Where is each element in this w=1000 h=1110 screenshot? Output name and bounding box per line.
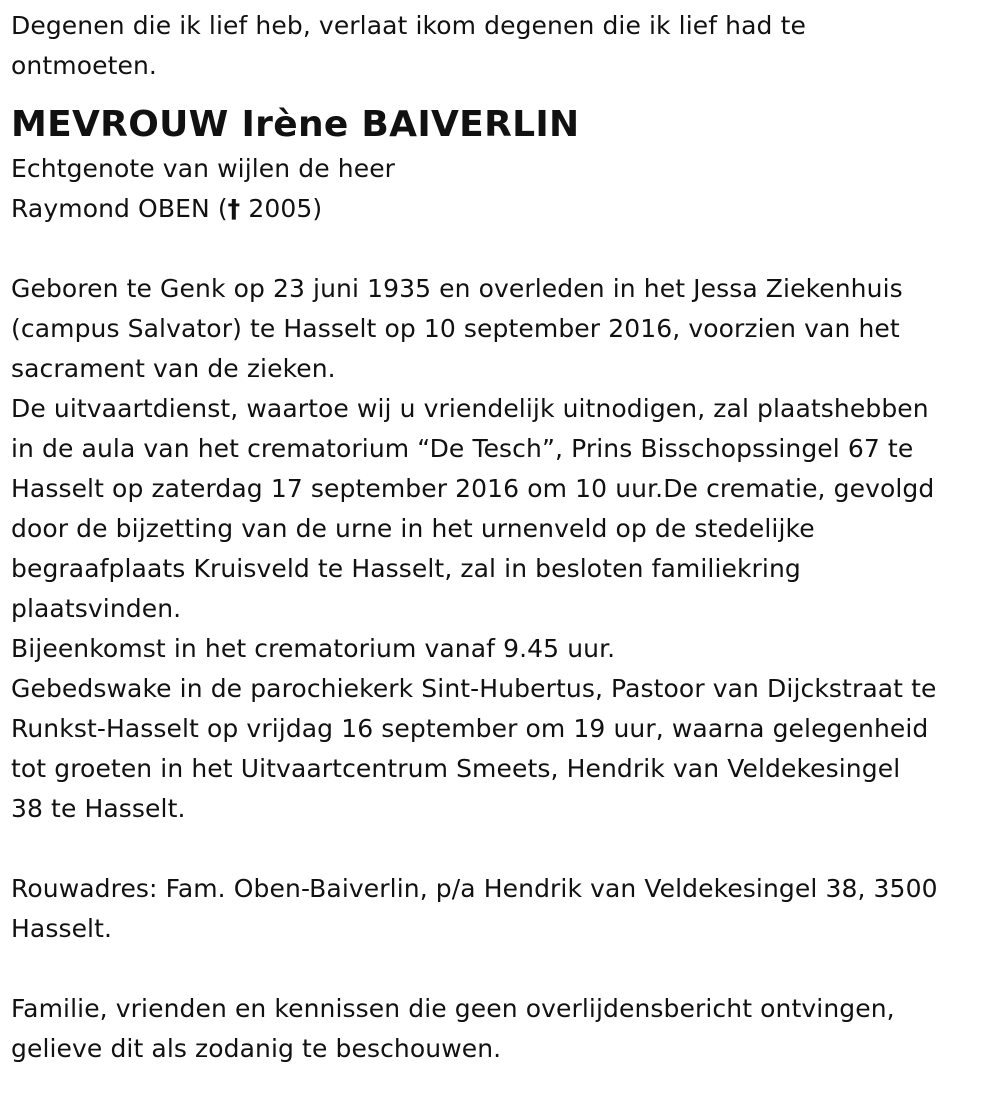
announcement-line: Runkst-Hasselt op vrijdag 16 september om 19 uur, waarna gelegenheid <box>11 714 929 743</box>
announcement-line: Gebedswake in de parochiekerk Sint-Hubertus, Pastoor van Dijckstraat te <box>11 674 937 703</box>
announcement-line: begraafplaats Kruisveld te Hasselt, zal in besloten familiekring <box>11 554 801 583</box>
cross-icon: † <box>227 194 241 223</box>
announcement-line: in de aula van het crematorium “De Tesch”, Prins Bisschopssingel 67 te <box>11 434 914 463</box>
announcement-line: Hasselt op zaterdag 17 september 2016 om 10 uur.De crematie, gevolgd <box>11 474 935 503</box>
quote-line: Degenen die ik lief heb, verlaat ikom degenen die ik lief had te <box>11 11 806 40</box>
announcement-line: 38 te Hasselt. <box>11 794 186 823</box>
spouse-line <box>11 189 996 229</box>
announcement-line: tot groeten in het Uitvaartcentrum Smeets, Hendrik van Veldekesingel <box>11 754 901 783</box>
announcement-text <box>11 269 996 829</box>
announcement-line: (campus Salvator) te Hasselt op 10 september 2016, voorzien van het <box>11 314 900 343</box>
announcement-line: De uitvaartdienst, waartoe wij u vriendelijk uitnodigen, zal plaatshebben <box>11 394 929 423</box>
spacer <box>11 829 996 869</box>
spouse-line: Echtgenote van wijlen de heer <box>11 154 396 183</box>
closing-note <box>11 989 996 1069</box>
deceased-name: MEVROUW Irène BAIVERLIN <box>11 104 580 145</box>
closing-line: Familie, vrienden en kennissen die geen overlijdensbericht ontvingen, <box>11 994 895 1023</box>
address-line: Rouwadres: Fam. Oben-Baiverlin, p/a Hendrik van Veldekesingel 38, 3500 <box>11 874 938 903</box>
spacer <box>11 949 996 989</box>
address-line: Hasselt. <box>11 914 113 943</box>
opening-quote <box>11 6 996 86</box>
announcement-line: door de bijzetting van de urne in het urnenveld op de stedelijke <box>11 514 815 543</box>
closing-line: gelieve dit als zodanig te beschouwen. <box>11 1034 502 1063</box>
quote-line: ontmoeten. <box>11 51 157 80</box>
announcement-line: plaatsvinden. <box>11 594 182 623</box>
spouse-death-year: 2005) <box>240 194 323 223</box>
obituary-document <box>11 6 996 1069</box>
spouse-info <box>11 149 996 229</box>
announcement-line: sacrament van de zieken. <box>11 354 336 383</box>
spacer <box>11 229 996 269</box>
mourning-address <box>11 869 996 949</box>
announcement-line: Geboren te Genk op 23 juni 1935 en overleden in het Jessa Ziekenhuis <box>11 274 903 303</box>
announcement-line: Bijeenkomst in het crematorium vanaf 9.45 uur. <box>11 634 616 663</box>
spouse-name-text: Raymond OBEN ( <box>11 194 228 223</box>
